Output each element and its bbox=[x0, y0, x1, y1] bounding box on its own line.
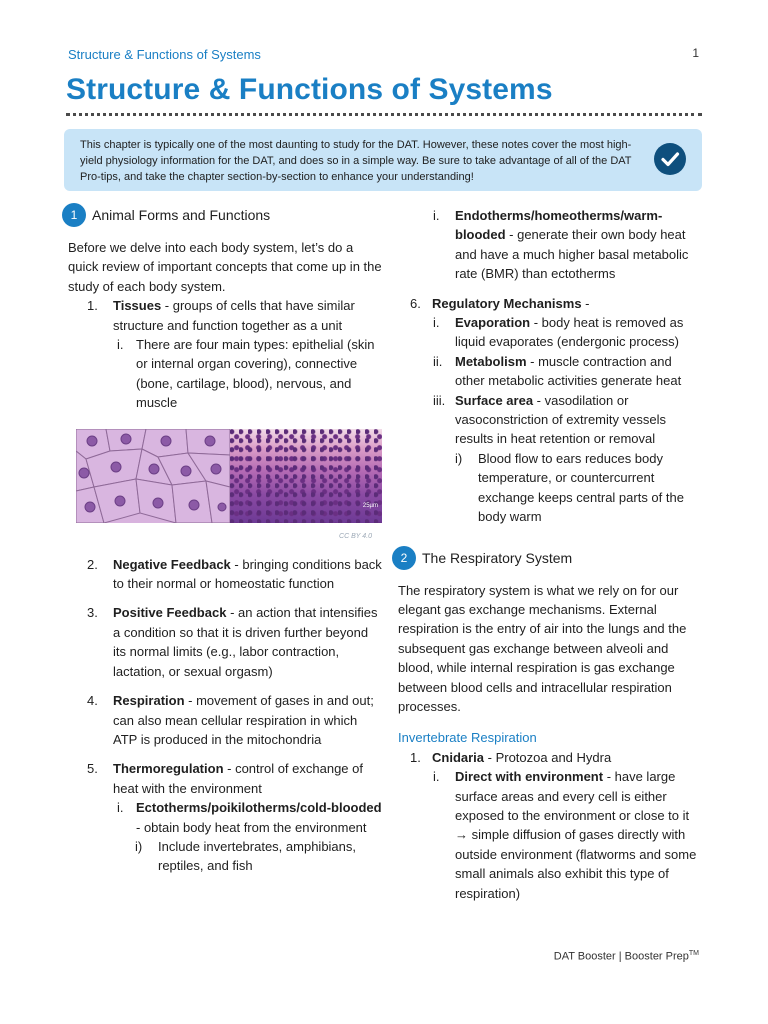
tissue-figure bbox=[76, 429, 382, 540]
list-subitem-tissue-types bbox=[68, 335, 384, 413]
section-1-intro: Before we delve into each body system, let’s do a quick review of important concepts that come up in the study of each body system. bbox=[68, 240, 382, 294]
list-number: i. bbox=[433, 315, 440, 331]
title-divider bbox=[66, 113, 702, 116]
section-2-title: The Respiratory System bbox=[422, 549, 573, 566]
list-subsubitem-ectotherm-examples bbox=[68, 837, 384, 876]
list-subitem-metabolism bbox=[398, 352, 698, 391]
list-number: 3. bbox=[87, 605, 98, 621]
list-number: 4. bbox=[87, 693, 98, 709]
definition: - vasodilation or vasoconstriction of extremity vessels results in heat retention or removal bbox=[455, 392, 666, 447]
list-number: iii. bbox=[433, 392, 446, 408]
section-1-badge: 1 bbox=[62, 203, 86, 227]
definition: - movement of gases in and out; can also mean cellular respiration in which ATP is produced in the mitochondria bbox=[113, 693, 374, 747]
term: Surface area bbox=[455, 392, 534, 408]
term: Negative Feedback bbox=[113, 556, 231, 572]
list-item-regulatory-mechanisms bbox=[398, 294, 698, 313]
definition: - bbox=[581, 295, 590, 311]
check-icon bbox=[654, 143, 686, 175]
tissue-micrograph bbox=[230, 429, 382, 523]
list-subitem-surface-area bbox=[398, 391, 698, 449]
intro-callout bbox=[64, 129, 702, 191]
definition: - obtain body heat from the environment bbox=[136, 819, 367, 835]
list-subitem-ectotherms bbox=[68, 798, 384, 837]
list-item-respiration bbox=[68, 691, 384, 749]
list-number: i. bbox=[433, 769, 440, 785]
term: Regulatory Mechanisms bbox=[432, 295, 582, 311]
right-column bbox=[398, 206, 698, 903]
list-item-positive-feedback bbox=[68, 603, 384, 681]
definition: - bringing conditions back to their normal or homeostatic function bbox=[113, 556, 382, 592]
section-1-title: Animal Forms and Functions bbox=[92, 207, 271, 223]
list-number: i. bbox=[117, 800, 124, 816]
section-1-heading bbox=[68, 200, 384, 226]
list-number: 6. bbox=[410, 295, 421, 311]
section-2-intro: The respiratory system is what we rely on for our elegant gas exchange mechanisms. External respiration is the entry of air into the lungs and the subsequent gas exchange between alveoli and blood, while internal respiration is gas exchange between blood cells and intracellular respiration processes. bbox=[398, 582, 687, 714]
page-footer bbox=[554, 950, 699, 963]
definition: - muscle contraction and other metabolic activities generate heat bbox=[455, 353, 682, 389]
list-number: 1. bbox=[410, 749, 421, 765]
definition: Include invertebrates, amphibians, reptiles, and fish bbox=[158, 838, 357, 874]
definition: - control of exchange of heat with the environment bbox=[113, 761, 363, 796]
list-subsubitem-blood-flow bbox=[398, 449, 698, 527]
term: Ectotherms/poikilotherms/cold-blooded bbox=[136, 800, 382, 816]
scale-label: 25µm bbox=[362, 503, 378, 510]
definition: Blood flow to ears reduces body temperature, or countercurrent exchange keeps central parts of the body warm bbox=[478, 450, 684, 525]
definition: There are four main types: epithelial (skin or internal organ covering), connective (bone, cartilage, blood), nervous, and muscle bbox=[136, 337, 375, 411]
definition: - groups of cells that have similar structure and function together as a unit bbox=[113, 298, 355, 333]
list-number: ii. bbox=[433, 353, 443, 369]
definition: - have large surface areas and every cell is either exposed to the environment or close to it → simple diffusion of gases directly with outside environment (flatworms and some small animals also exhibit this type of respiration) bbox=[455, 769, 697, 901]
epithelial-cells-illustration bbox=[76, 429, 230, 523]
list-number: 1. bbox=[87, 298, 98, 314]
footer-text: DAT Booster | Booster Prep bbox=[553, 950, 689, 963]
list-item-tissues bbox=[68, 296, 384, 335]
list-item-negative-feedback bbox=[68, 555, 384, 594]
list-number: 2. bbox=[87, 556, 98, 572]
invertebrate-respiration-subheading: Invertebrate Respiration bbox=[398, 730, 537, 746]
definition: - body heat is removed as liquid evaporates (endergonic process) bbox=[455, 315, 684, 350]
term: Evaporation bbox=[455, 315, 531, 331]
list-subitem-endotherms bbox=[398, 206, 698, 284]
term: Direct with environment bbox=[455, 769, 604, 785]
list-item-thermoregulation bbox=[68, 759, 384, 798]
term: Positive Feedback bbox=[113, 605, 227, 621]
list-subitem-direct-with-environment bbox=[398, 767, 698, 903]
term: Tissues bbox=[113, 298, 162, 314]
term: Metabolism bbox=[455, 353, 527, 369]
section-2-heading bbox=[398, 543, 698, 569]
term: Thermoregulation bbox=[113, 761, 224, 777]
left-column bbox=[68, 200, 384, 876]
definition: - Protozoa and Hydra bbox=[484, 749, 612, 765]
term: Endotherms/homeotherms/warm-blooded bbox=[455, 208, 663, 243]
term: Respiration bbox=[113, 693, 185, 709]
list-item-cnidaria bbox=[398, 748, 698, 767]
definition: - generate their own body heat and have a much higher basal metabolic rate (BMR) than ectotherms bbox=[455, 227, 689, 282]
trademark: TM bbox=[688, 950, 699, 957]
term: Cnidaria bbox=[432, 749, 485, 765]
list-number: i) bbox=[135, 838, 143, 854]
page-title: Structure & Functions of Systems bbox=[66, 73, 553, 106]
page-number: 1 bbox=[692, 46, 699, 60]
list-subitem-evaporation bbox=[398, 313, 698, 352]
list-number: i. bbox=[117, 337, 124, 353]
definition: - an action that intensifies a condition so that it is driven further beyond its normal limits (e.g., labor contraction, lactation, or sexual orgasm) bbox=[113, 605, 378, 679]
list-number: i) bbox=[455, 450, 463, 466]
running-header: Structure & Functions of Systems bbox=[68, 47, 261, 62]
figure-credit: CC BY 4.0 bbox=[339, 532, 372, 540]
list-number: 5. bbox=[87, 761, 98, 777]
section-2-badge: 2 bbox=[392, 546, 416, 570]
list-number: i. bbox=[433, 208, 440, 223]
callout-text: This chapter is typically one of the most daunting to study for the DAT. However, these notes cover the most high-yield physiology information for the DAT, and does so in a simple way. Be sure to take advantage of all of the DAT Pro-tips, and take the chapter section-by-section to enhance your understanding! bbox=[80, 139, 632, 183]
